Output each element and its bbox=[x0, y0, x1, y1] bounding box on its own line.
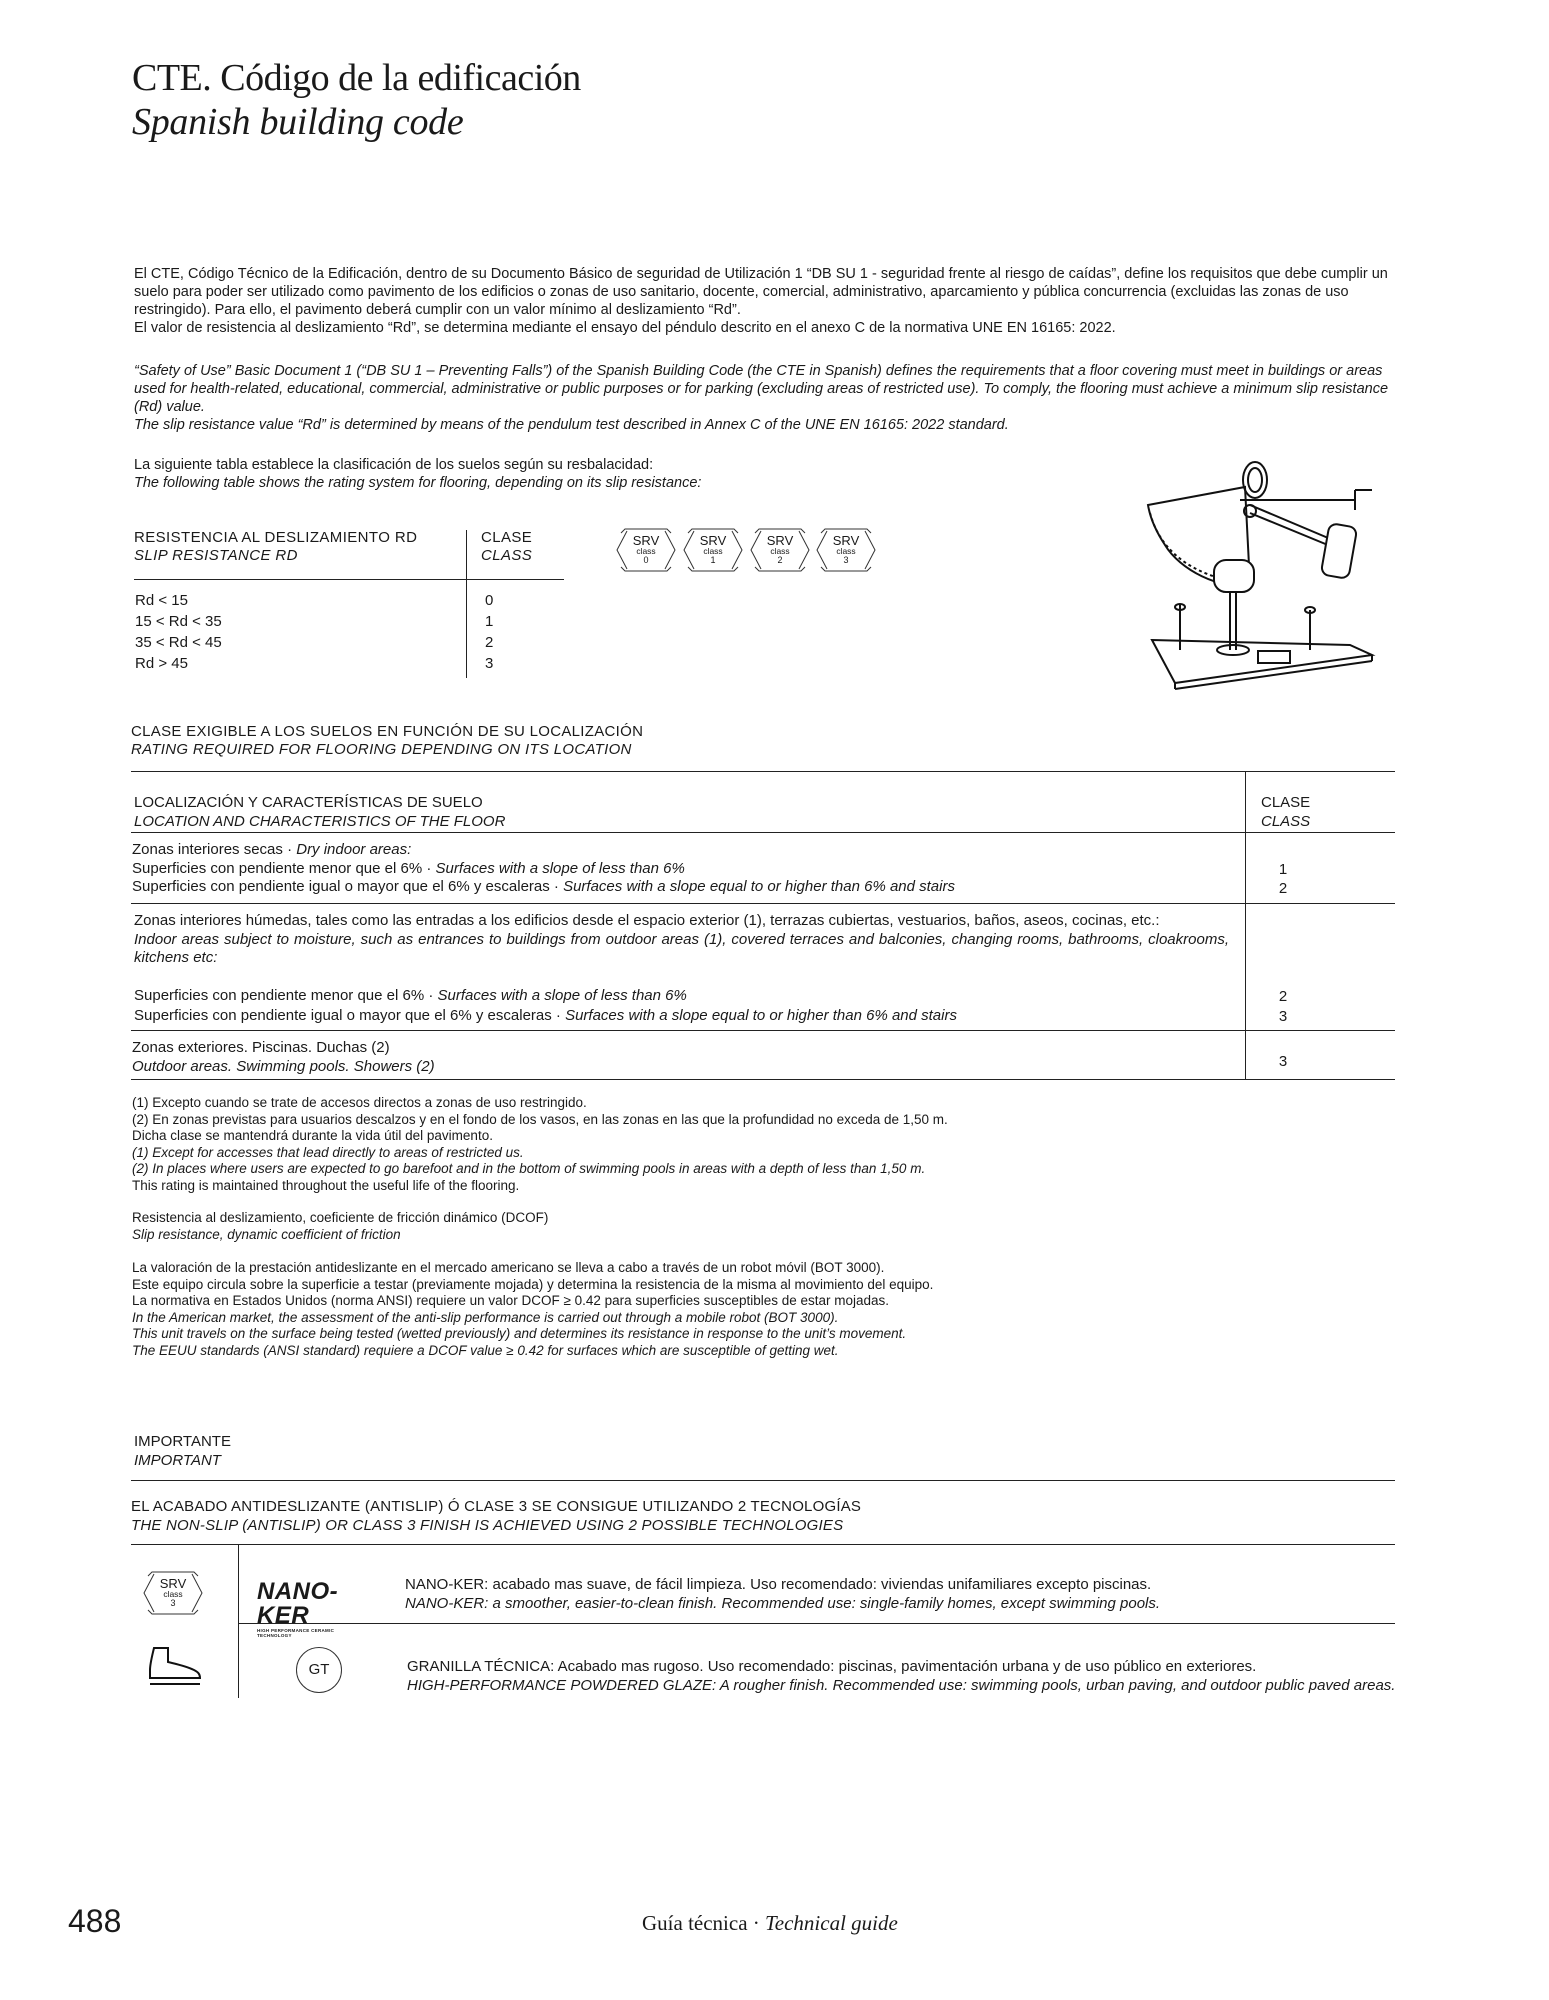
badge-srv: SRV bbox=[766, 533, 794, 548]
slip-col2-header bbox=[481, 529, 532, 565]
dcof-en-3: The EEUU standards (ANSI standard) requiere a DCOF value ≥ 0.42 for surfaces which are susceptible of getting wet. bbox=[132, 1342, 839, 1358]
slip-table-divider bbox=[466, 530, 467, 678]
location-table-bottom-rule bbox=[131, 1079, 1395, 1080]
slip-class: 0 bbox=[485, 592, 494, 609]
wet-row2-en: Surfaces with a slope equal to or higher than 6% and stairs bbox=[565, 1006, 957, 1024]
nano-en: NANO-KER: a smoother, easier-to-clean finish. Recommended use: single-family homes, except swimming pools. bbox=[405, 1594, 1161, 1612]
footnote-en-3: This rating is maintained throughout the useful life of the flooring. bbox=[132, 1177, 520, 1193]
footnote-es-1: (1) Excepto cuando se trate de accesos directos a zonas de uso restringido. bbox=[132, 1095, 587, 1110]
badge-value: 2 bbox=[777, 555, 783, 565]
dry-row-1 bbox=[132, 860, 955, 879]
badge-class: class bbox=[836, 546, 856, 556]
nano-ker-wordmark: NANO-KER bbox=[257, 1578, 339, 1629]
important-es: IMPORTANTE bbox=[134, 1433, 231, 1450]
slip-range: 15 < Rd < 35 bbox=[135, 613, 222, 630]
location-table-divider bbox=[1245, 771, 1246, 1079]
outdoor-block bbox=[132, 1039, 435, 1076]
location-header-rule bbox=[131, 832, 1395, 833]
intro-es-line: El valor de resistencia al deslizamiento “Rd”, se determina mediante el ensayo del péndulo descrito en el anexo C de la normativa UNE EN 16165: 2022. bbox=[134, 320, 1116, 336]
slip-col2-en: CLASS bbox=[481, 547, 533, 564]
dcof-en-2: This unit travels on the surface being tested (wetted previously) and determines its resistance in response to the unit’s movement. bbox=[132, 1326, 907, 1341]
wet-row1-class: 2 bbox=[1278, 988, 1288, 1005]
slip-table-rule bbox=[134, 579, 564, 580]
gt-en: HIGH-PERFORMANCE POWDERED GLAZE: A rougher finish. Recommended use: swimming pools, urban paving, and outdoor public paved areas. bbox=[407, 1676, 1396, 1694]
slip-col1-header bbox=[134, 529, 417, 565]
nano-ker-description bbox=[405, 1576, 1160, 1613]
dry-row-2 bbox=[132, 878, 955, 897]
slip-class: 3 bbox=[485, 655, 494, 672]
srv-class-0-badge bbox=[615, 527, 677, 573]
badge-value: 0 bbox=[643, 555, 649, 565]
location-col1-header bbox=[134, 794, 505, 831]
dcof-title-es: Resistencia al deslizamiento, coeficiente de fricción dinámico (DCOF) bbox=[132, 1210, 549, 1225]
slip-ranges bbox=[135, 590, 222, 674]
important-label bbox=[134, 1432, 231, 1470]
dry-heading-en: Dry indoor areas: bbox=[296, 841, 412, 858]
nano-ker-tagline: HIGH PERFORMANCE CERAMIC TECHNOLOGY bbox=[257, 1628, 335, 1638]
wet-bottom-rule bbox=[131, 1030, 1395, 1031]
outdoor-es: Zonas exteriores. Piscinas. Duchas (2) bbox=[132, 1039, 390, 1056]
srv-class-1-badge bbox=[682, 527, 744, 573]
location-col1-en: LOCATION AND CHARACTERISTICS OF THE FLOOR bbox=[134, 812, 506, 830]
badge-srv: SRV bbox=[159, 1576, 187, 1591]
srv-class-3-badge bbox=[815, 527, 877, 573]
location-section-title bbox=[131, 723, 643, 759]
wet-heading-en: Indoor areas subject to moisture, such as entrances to buildings from outdoor areas (1), covered terraces and balconies, changing rooms, bathrooms, cloakrooms, kitchens etc: bbox=[134, 930, 1229, 966]
badge-class: class bbox=[770, 546, 790, 556]
important-title bbox=[131, 1497, 861, 1535]
outdoor-en: Outdoor areas. Swimming pools. Showers (2) bbox=[132, 1057, 435, 1075]
important-title-en: THE NON-SLIP (ANTISLIP) OR CLASS 3 FINISH IS ACHIEVED USING 2 POSSIBLE TECHNOLOGIES bbox=[131, 1517, 844, 1534]
dry-row1-es: Superficies con pendiente menor que el 6% · bbox=[132, 859, 436, 877]
wet-row1-en: Surfaces with a slope of less than 6% bbox=[437, 987, 687, 1004]
table-intro-es: La siguiente tabla establece la clasificación de los suelos según su resbalacidad: bbox=[134, 457, 654, 473]
dry-row2-en: Surfaces with a slope equal to or higher than 6% and stairs bbox=[563, 878, 955, 895]
location-col2-header bbox=[1261, 794, 1310, 831]
footnote-en-2: (2) In places where users are expected to go barefoot and in the bottom of swimming pools in areas with a depth of less than 1,50 m. bbox=[132, 1161, 926, 1176]
wet-rows bbox=[134, 987, 957, 1025]
dcof-en-1: In the American market, the assessment of the anti-slip performance is carried out through a mobile robot (BOT 3000). bbox=[132, 1309, 839, 1325]
nano-es: NANO-KER: acabado mas suave, de fácil limpieza. Uso recomendado: viviendas unifamiliares excepto piscinas. bbox=[405, 1576, 1152, 1593]
slip-class: 1 bbox=[485, 613, 494, 630]
intro-english bbox=[134, 362, 1414, 434]
footnote-es-3: Dicha clase se mantendrá durante la vida útil del pavimento. bbox=[132, 1128, 493, 1143]
dry-row2-class: 2 bbox=[1278, 880, 1288, 897]
important-en: IMPORTANT bbox=[134, 1452, 221, 1469]
location-col2-es: CLASE bbox=[1261, 794, 1311, 811]
wet-row-1 bbox=[134, 987, 957, 1006]
important-title-es: EL ACABADO ANTIDESLIZANTE (ANTISLIP) Ó CLASE 3 SE CONSIGUE UTILIZANDO 2 TECNOLOGÍAS bbox=[131, 1498, 862, 1515]
footer-guide-en: Technical guide bbox=[765, 1911, 898, 1935]
badge-srv: SRV bbox=[632, 533, 660, 548]
slip-col1-en: SLIP RESISTANCE RD bbox=[134, 547, 298, 564]
tech-table-divider bbox=[238, 1544, 239, 1698]
srv-class-2-badge bbox=[749, 527, 811, 573]
important-top-rule bbox=[131, 1480, 1395, 1481]
dcof-es-3: La normativa en Estados Unidos (norma ANSI) requiere un valor DCOF ≥ 0.42 para superficies susceptibles de estar mojadas. bbox=[132, 1293, 890, 1308]
footnote-en-1: (1) Except for accesses that lead directly to areas of restricted us. bbox=[132, 1144, 524, 1160]
slip-col1-es: RESISTENCIA AL DESLIZAMIENTO RD bbox=[134, 529, 418, 546]
dcof-es-2: Este equipo circula sobre la superficie a testar (previamente mojada) y determina la resistencia de la misma al movimiento del equipo. bbox=[132, 1276, 934, 1292]
location-title-en: RATING REQUIRED FOR FLOORING DEPENDING ON ITS LOCATION bbox=[131, 741, 632, 758]
location-col2-en: CLASS bbox=[1261, 812, 1311, 830]
footnote-es-2: (2) En zonas previstas para usuarios descalzos y en el fondo de los vasos, en las zonas en las que la profundidad no exceda de 1,50 m. bbox=[132, 1111, 948, 1127]
intro-spanish bbox=[134, 265, 1414, 337]
wet-row-2 bbox=[134, 1007, 957, 1026]
wet-row1-es: Superficies con pendiente menor que el 6% · bbox=[134, 987, 438, 1004]
intro-es-paragraph: El CTE, Código Técnico de la Edificación, dentro de su Documento Básico de seguridad de Utilización 1 “DB SU 1 - seguridad frente al riesgo de caídas”, define los requisitos que debe cumplir un suelo para poder ser utilizado como pavimento de los edificios o zonas de uso sanitario, docente, comercial, administrativo, aparcamiento y pública concurrencia (excluidas las zonas de uso restringido). Para ello, el pavimento deberá cumplir con un valor mínimo al deslizamiento “Rd”. bbox=[134, 266, 1388, 318]
tech-table-mid-rule bbox=[238, 1623, 1395, 1624]
gt-description bbox=[407, 1658, 1395, 1695]
nano-ker-logo bbox=[257, 1580, 367, 1638]
badge-class: class bbox=[636, 546, 656, 556]
wet-row2-es: Superficies con pendiente igual o mayor que el 6% y escaleras · bbox=[134, 1006, 566, 1024]
slip-range: Rd < 15 bbox=[135, 592, 188, 609]
page-subtitle: Spanish building code bbox=[132, 101, 464, 143]
wet-heading-es: Zonas interiores húmedas, tales como las entradas a los edificios desde el espacio exterior (1), terrazas cubiertas, vestuarios, baños, aseos, cocinas, etc.: bbox=[134, 912, 1160, 929]
intro-en-paragraph: “Safety of Use” Basic Document 1 (“DB SU 1 – Preventing Falls”) of the Spanish Building Code (the CTE in Spanish) defines the requirements that a floor covering must meet in buildings or areas used for health-related, educational, commercial, administrative or public purposes or for parking (excluding areas of restricted use). To comply, the flooring must achieve a minimum slip resistance (Rd) value. bbox=[134, 363, 1389, 415]
slip-class: 2 bbox=[485, 634, 494, 651]
location-table-top-rule bbox=[131, 771, 1395, 772]
intro-en-line: The slip resistance value “Rd” is determined by means of the pendulum test described in Annex C of the UNE EN 16165: 2022 standard. bbox=[134, 417, 1009, 433]
dcof-title-en: Slip resistance, dynamic coefficient of friction bbox=[132, 1226, 401, 1242]
srv-class-3-important-badge bbox=[142, 1570, 204, 1616]
table-intro-en: The following table shows the rating system for flooring, depending on its slip resistance: bbox=[134, 475, 702, 491]
footer-guide-es: Guía técnica · bbox=[642, 1911, 766, 1935]
slip-range: Rd > 45 bbox=[135, 655, 188, 672]
dry-row1-class: 1 bbox=[1278, 861, 1288, 878]
location-title-es: CLASE EXIGIBLE A LOS SUELOS EN FUNCIÓN DE SU LOCALIZACIÓN bbox=[131, 723, 644, 740]
location-col1-es: LOCALIZACIÓN Y CARACTERÍSTICAS DE SUELO bbox=[134, 794, 483, 811]
pendulum-tester-icon bbox=[1140, 455, 1380, 690]
footer-guide-title bbox=[642, 1910, 898, 1936]
wet-areas-block bbox=[134, 912, 1229, 968]
badge-class: class bbox=[163, 1589, 183, 1599]
badge-value: 1 bbox=[710, 555, 716, 565]
page-number: 488 bbox=[68, 1903, 122, 1939]
dry-bottom-rule bbox=[131, 903, 1395, 904]
slip-classes bbox=[485, 590, 493, 674]
dcof-es-1: La valoración de la prestación antideslizante en el mercado americano se lleva a cabo a través de un robot móvil (BOT 3000). bbox=[132, 1260, 885, 1275]
badge-srv: SRV bbox=[832, 533, 860, 548]
dcof-title bbox=[132, 1210, 1332, 1243]
slip-col2-es: CLASE bbox=[481, 529, 533, 546]
page-title: CTE. Código de la edificación bbox=[132, 57, 581, 99]
dcof-body bbox=[132, 1260, 1332, 1359]
outdoor-class: 3 bbox=[1278, 1053, 1288, 1070]
badge-value: 3 bbox=[170, 1598, 176, 1608]
gt-es: GRANILLA TÉCNICA: Acabado mas rugoso. Uso recomendado: piscinas, pavimentación urbana y de uso público en exteriores. bbox=[407, 1658, 1257, 1675]
slip-range: 35 < Rd < 45 bbox=[135, 634, 222, 651]
wet-row2-class: 3 bbox=[1278, 1008, 1288, 1025]
dry-row1-en: Surfaces with a slope of less than 6% bbox=[435, 859, 685, 877]
badge-class: class bbox=[703, 546, 723, 556]
gt-logo: GT bbox=[296, 1647, 342, 1693]
footnotes bbox=[132, 1095, 1332, 1194]
tech-table-top-rule bbox=[131, 1544, 1395, 1545]
dry-areas-block bbox=[132, 841, 955, 897]
dry-row2-es: Superficies con pendiente igual o mayor que el 6% y escaleras · bbox=[132, 878, 564, 895]
badge-srv: SRV bbox=[699, 533, 727, 548]
badge-value: 3 bbox=[843, 555, 849, 565]
dry-heading bbox=[132, 841, 955, 860]
shoe-icon bbox=[146, 1644, 204, 1686]
dry-heading-es: Zonas interiores secas · bbox=[132, 841, 297, 858]
